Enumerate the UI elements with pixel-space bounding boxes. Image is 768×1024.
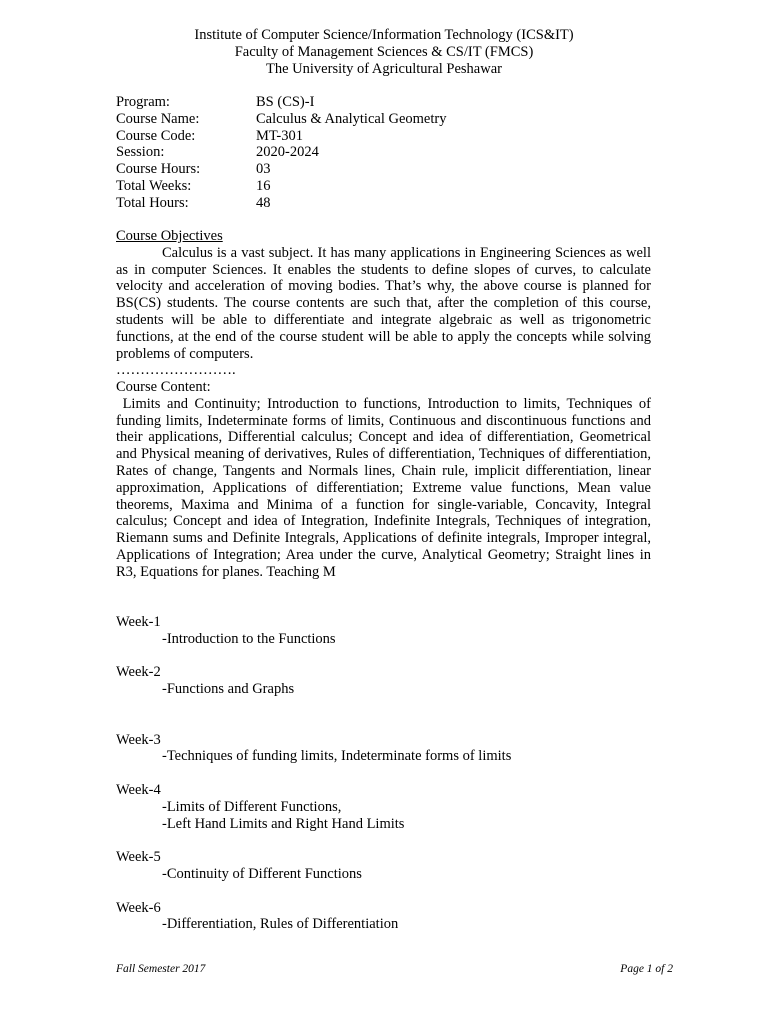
info-value: 48 (256, 194, 271, 211)
info-label: Course Name: (116, 110, 200, 127)
week-block (116, 782, 651, 832)
info-row-course-code (116, 128, 446, 145)
course-info-block (116, 94, 446, 212)
info-value: Calculus & Analytical Geometry (256, 110, 447, 127)
week-topic: -Introduction to the Functions (162, 630, 336, 647)
week-topic: -Differentiation, Rules of Differentiation (162, 916, 399, 933)
course-objectives-text: Calculus is a vast subject. It has many applications in Engineering Sciences as well as in computer Sciences. It enables the students to define slopes of curves, to calculate velocity and acceleration of moving bodies. That’s why, the above course is planned for BS(CS) students. The course contents are such that, after the completion of this course, students will be able to differentiate and integrate algebraic as well as trigonometric functions, at the end of the course student will be able to apply the concepts while solving problems of computers. (116, 244, 651, 362)
week-block (116, 614, 651, 648)
week-title: Week-5 (116, 849, 161, 866)
week-topic: -Left Hand Limits and Right Hand Limits (162, 815, 405, 832)
info-row-session (116, 144, 446, 161)
info-value: 2020-2024 (256, 144, 319, 161)
info-label: Total Weeks: (116, 177, 192, 194)
week-title: Week-6 (116, 899, 161, 916)
header-line-2: Faculty of Management Sciences & CS/IT (FMCS) (234, 44, 534, 60)
info-label: Course Code: (116, 127, 196, 144)
info-row-total-hours (116, 195, 446, 212)
info-row-program (116, 94, 446, 111)
week-title: Week-1 (116, 614, 161, 630)
info-row-total-weeks (116, 178, 446, 195)
info-label: Program: (116, 94, 170, 110)
section-divider-dots: ……………………. (116, 362, 236, 379)
header-line-3: The University of Agricultural Peshawar (266, 61, 502, 77)
week-topic: -Functions and Graphs (162, 681, 295, 698)
week-topic: -Limits of Different Functions, (162, 798, 342, 815)
week-topic: -Continuity of Different Functions (162, 865, 362, 882)
info-label: Course Hours: (116, 161, 201, 178)
week-block (116, 664, 651, 698)
footer-page-number: Page 1 of 2 (620, 963, 673, 975)
course-content-heading: Course Content: (116, 379, 211, 395)
week-title: Week-3 (116, 731, 161, 748)
course-objectives-section (116, 228, 651, 379)
info-row-course-name (116, 111, 446, 128)
institution-header (0, 27, 768, 78)
course-content-section (116, 379, 655, 581)
week-block (116, 732, 651, 766)
info-row-course-hours (116, 161, 446, 178)
course-objectives-heading: Course Objectives (116, 228, 223, 244)
info-value: 16 (256, 177, 271, 194)
course-content-text: Limits and Continuity; Introduction to functions, Introduction to limits, Techniques of funding limits, Indeterminate forms of limits, Continuous and discontinuous functions and their applications, Differential calculus; Concept and idea of differentiation, Geometrical and Physical meaning of derivatives, Rules of differentiation, Techniques of differentiation, Rates of change, Tangents and Normals lines, Chain rule, implicit differentiation, linear approximation, Applications of differentiation; Extreme value functions, Mean value theorems, Maxima and Minima of a function for single-variable, Concavity, Integral calculus; Concept and idea of Integration, Indefinite Integrals, Techniques of integration, Riemann sums and Definite Integrals, Applications of definite integrals, Improper integral, Applications of Integration; Area under the curve, Analytical Geometry; Straight lines in R3, Equations for planes. Teaching M (116, 395, 655, 580)
week-topic: -Techniques of funding limits, Indeterminate forms of limits (162, 748, 512, 765)
week-title: Week-4 (116, 781, 161, 798)
info-value: 03 (256, 161, 271, 178)
page-footer (116, 963, 673, 975)
footer-semester: Fall Semester 2017 (116, 963, 206, 975)
info-label: Total Hours: (116, 194, 189, 211)
weekly-schedule (116, 614, 651, 950)
info-value: BS (CS)-I (256, 94, 315, 110)
info-value: MT-301 (256, 127, 303, 144)
week-title: Week-2 (116, 664, 161, 681)
header-line-1: Institute of Computer Science/Information Technology (ICS&IT) (194, 27, 574, 43)
info-label: Session: (116, 144, 165, 161)
week-block (116, 849, 651, 883)
week-block (116, 900, 651, 934)
